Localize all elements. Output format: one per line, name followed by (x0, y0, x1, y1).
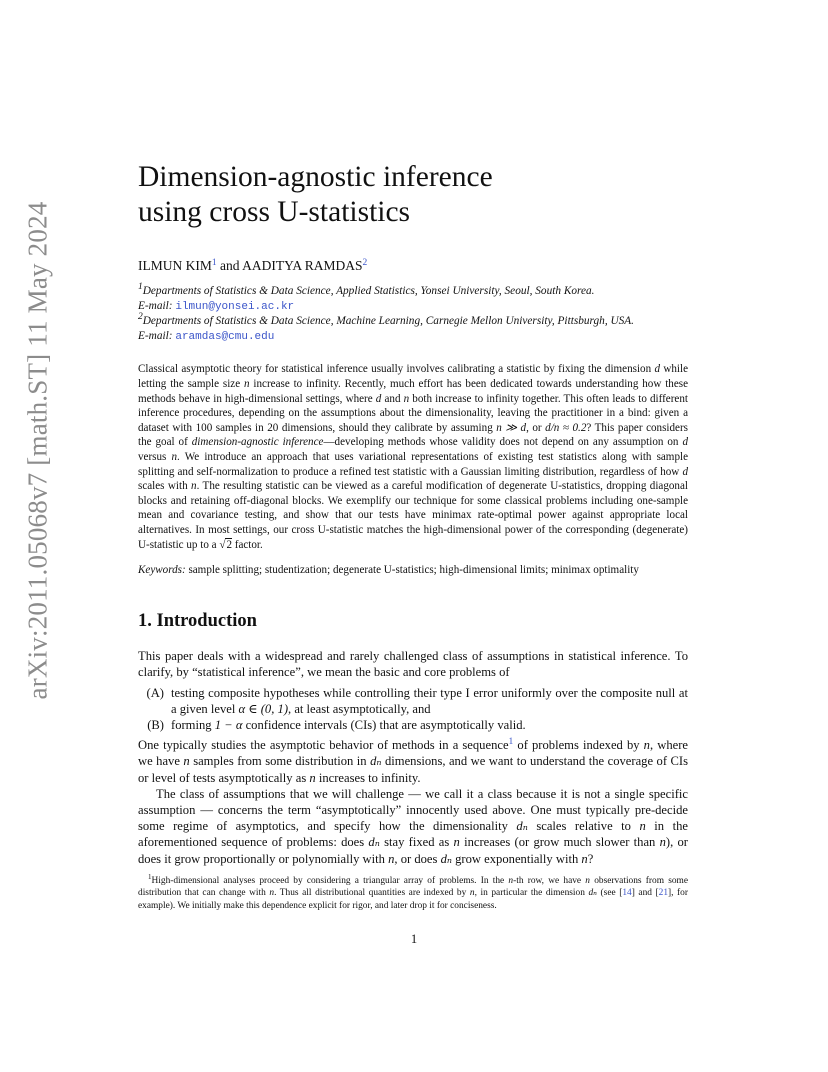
abstract-text: Classical asymptotic theory for statistical inference usually involves calibrating a statistic by fixing the dimension (138, 363, 655, 376)
body-text: samples from some distribution in (189, 754, 371, 769)
footnote-1-link[interactable]: 1 (508, 737, 514, 748)
abstract-text: —developing methods whose validity does not depend on any assumption on (323, 436, 683, 449)
footnote-mark: 1 (148, 873, 152, 881)
math-var: n (469, 888, 475, 899)
math-var: n (171, 450, 178, 463)
body-text: of problems indexed by (513, 738, 644, 753)
math-expression: α ∈ (0, 1) (238, 701, 289, 716)
body-text: increases to infinity. (315, 770, 421, 785)
problem-list (138, 685, 688, 734)
author-conjunction: and (216, 258, 243, 273)
abstract-text: . The resulting statistic can be viewed as a careful modification of degenerate U-statistics, dropping diagonal blocks and retaining off-diagonal blocks. We exemplify our technique for some classical problems including one-sample mean and covariance testing, and show that our tests have minimax rate-optimal power against appropriate local alternatives. In most settings, our cross U-statistic matches the high-dimensional power of the corresponding (degenerate) U-statistic up to a (138, 480, 688, 551)
list-text: forming (171, 717, 215, 732)
body-text: One typically studies the asymptotic behavior of methods in a sequence (138, 738, 509, 753)
list-text: , at least asymptotically, and (288, 701, 431, 716)
page-number: 1 (410, 932, 418, 946)
affiliation-2 (138, 314, 688, 329)
list-item-text (171, 717, 688, 733)
math-var: n (244, 377, 250, 390)
paper-title (138, 160, 688, 230)
abstract-text: scales with (138, 480, 192, 493)
author-1-affil-link[interactable]: 1 (211, 258, 217, 268)
author-2-affil-link[interactable]: 2 (362, 258, 368, 268)
body-text: stay fixed as (379, 835, 454, 850)
citation-link[interactable]: 14 (622, 888, 632, 899)
math-var: d (682, 436, 688, 449)
footnote-text: ], for example). We initially make this dependence explicit for rigor, and later drop it for conciseness. (138, 888, 688, 911)
body-text: increases (or grow much slower than (459, 835, 660, 850)
keywords-label: Keywords: (138, 564, 186, 577)
footnote-text: observations from some distribution that can change with (138, 876, 689, 899)
footnote-text: High-dimensional analyses proceed by considering a triangular array of problems. In the (151, 876, 509, 886)
body-text: ), or does it grow proportionally or polynomially with (138, 835, 688, 866)
affiliation-1-mark: 1 (138, 282, 143, 292)
author-2-name: AADITYA RAMDAS (242, 258, 363, 273)
math-var: n (269, 888, 275, 899)
affiliation-1-email-line (138, 299, 688, 315)
math-var: n (183, 754, 190, 769)
email-label: E-mail: (138, 299, 176, 312)
math-var: n (403, 392, 410, 405)
math-expression: n ≫ d (496, 421, 527, 434)
footnote-text: ] and [ (631, 888, 659, 899)
abstract-text: factor. (231, 538, 263, 551)
math-var: n (581, 851, 588, 866)
affiliation-1 (138, 284, 688, 299)
sqrt-value: 2 (226, 538, 232, 551)
list-item-label: (B) (147, 717, 164, 732)
list-text: confidence intervals (CIs) that are asymptotically valid. (242, 717, 526, 732)
math-var: dₙ (370, 754, 382, 769)
arxiv-identifier-stamp (14, 201, 62, 699)
math-var: n (453, 835, 460, 850)
math-var: d (682, 465, 688, 478)
author-1-name: ILMUN KIM (138, 258, 212, 273)
list-item (138, 717, 688, 733)
footnote-1 (138, 875, 688, 912)
math-expression: d/n ≈ 0.2 (545, 421, 587, 434)
sqrt-symbol: √ (219, 538, 226, 551)
body-text: in the aforementioned sequence of problems: does (138, 819, 688, 850)
body-text: grow exponentially with (451, 851, 582, 866)
title-line-1: Dimension-agnostic inference (138, 161, 493, 193)
abstract-text: ? This paper considers the goal of (138, 421, 688, 449)
email-label: E-mail: (138, 329, 176, 342)
arxiv-identifier-text: arXiv:2011.05068v7 [math.ST] 11 May 2024 (22, 201, 53, 699)
math-var: n (309, 770, 316, 785)
math-var: n (191, 480, 197, 493)
list-item-text (171, 685, 688, 717)
math-var: n (659, 835, 666, 850)
email-link-2[interactable]: aramdas@cmu.edu (175, 330, 275, 343)
math-var: d (375, 392, 382, 405)
citation-link[interactable]: 21 (658, 888, 669, 899)
email-link-1[interactable]: ilmun@yonsei.ac.kr (175, 300, 295, 313)
keywords-text: sample splitting; studentization; degenerate U-statistics; high-dimensional limits; minimax optimality (185, 564, 639, 577)
list-item-label: (A) (146, 685, 164, 700)
author-list (138, 258, 688, 274)
abstract-text: and (381, 392, 404, 405)
body-text: The class of assumptions that we will challenge — we call it a class because it is not a single specific assumption — concerns the term “asymptotically” innocently used above. One must typically pre-decide some regime of asymptotics, and specify how the dimensionality (138, 786, 688, 834)
math-var: n (388, 851, 395, 866)
section-heading: 1. Introduction (138, 611, 257, 632)
abstract-text: . We introduce an approach that uses variational representations of existing test statistics along with sample splitting and self-normalization to produce a refined test statistic with a Gaussian limiting distribution, regardless of how (138, 450, 688, 478)
abstract-text: increase to infinity. Recently, much effort has been dedicated towards understanding how these methods behave in high-dimensional settings, where (138, 377, 689, 405)
abstract (138, 362, 688, 552)
affiliation-2-dept: Departments of Statistics & Data Science, Machine Learning, Carnegie Mellon University, Pittsburgh, USA. (142, 315, 634, 328)
affiliation-2-mark: 2 (138, 312, 143, 323)
abstract-text: , or (526, 421, 546, 434)
math-var: dₙ (368, 835, 380, 850)
footnote-text: . Thus all distributional quantities are indexed by (274, 888, 470, 899)
keywords (138, 564, 688, 576)
list-item (138, 685, 688, 717)
math-var: n (585, 876, 590, 886)
title-line-2: using cross U-statistics (138, 196, 411, 228)
body-text: ? (587, 851, 594, 866)
abstract-text: both increase to infinity together. This often leads to different inference procedures, depending on the assumptions about the dimensionality, leaving the practitioner in a bind: given a dataset with 100 samples in 20 dimensions, should they calibrate by assuming (138, 392, 688, 434)
math-expression: 1 − α (214, 717, 243, 732)
abstract-text: versus (138, 450, 172, 463)
body-text: scales relative to (527, 819, 640, 834)
affiliations (138, 284, 688, 344)
math-var: d (654, 363, 661, 376)
math-var: n (639, 819, 646, 834)
intro-paragraph-3 (138, 786, 688, 867)
math-var: dₙ (588, 888, 597, 899)
list-text: testing composite hypotheses while controlling their type I error uniformly over the composite null at a given level (171, 685, 688, 716)
math-var: dₙ (516, 819, 528, 834)
math-var: n (508, 876, 514, 886)
footnote-text: -th row, we have (513, 876, 586, 886)
footnote-text: , in particular the dimension (474, 888, 589, 899)
affiliation-2-email-line (138, 329, 688, 345)
body-text: , or does (394, 851, 441, 866)
body-text: dimensions, and we want to understand the coverage of CIs or level of tests asymptotically as (138, 754, 688, 785)
body-text: , where we have (138, 738, 688, 769)
emphasis-term: dimension-agnostic inference (191, 436, 324, 449)
math-var: n (643, 738, 650, 753)
intro-paragraph-2 (138, 737, 688, 786)
abstract-text: while letting the sample size (138, 363, 688, 390)
footnote-text: (see [ (596, 888, 623, 899)
intro-paragraph-1: This paper deals with a widespread and rarely challenged class of assumptions in statistical inference. To clarify, by “statistical inference”, we mean the basic and core problems of (138, 649, 688, 680)
paper-page (138, 160, 688, 867)
math-var: dₙ (440, 851, 452, 866)
affiliation-1-dept: Departments of Statistics & Data Science, Applied Statistics, Yonsei University, Seoul, South Korea. (142, 285, 595, 297)
